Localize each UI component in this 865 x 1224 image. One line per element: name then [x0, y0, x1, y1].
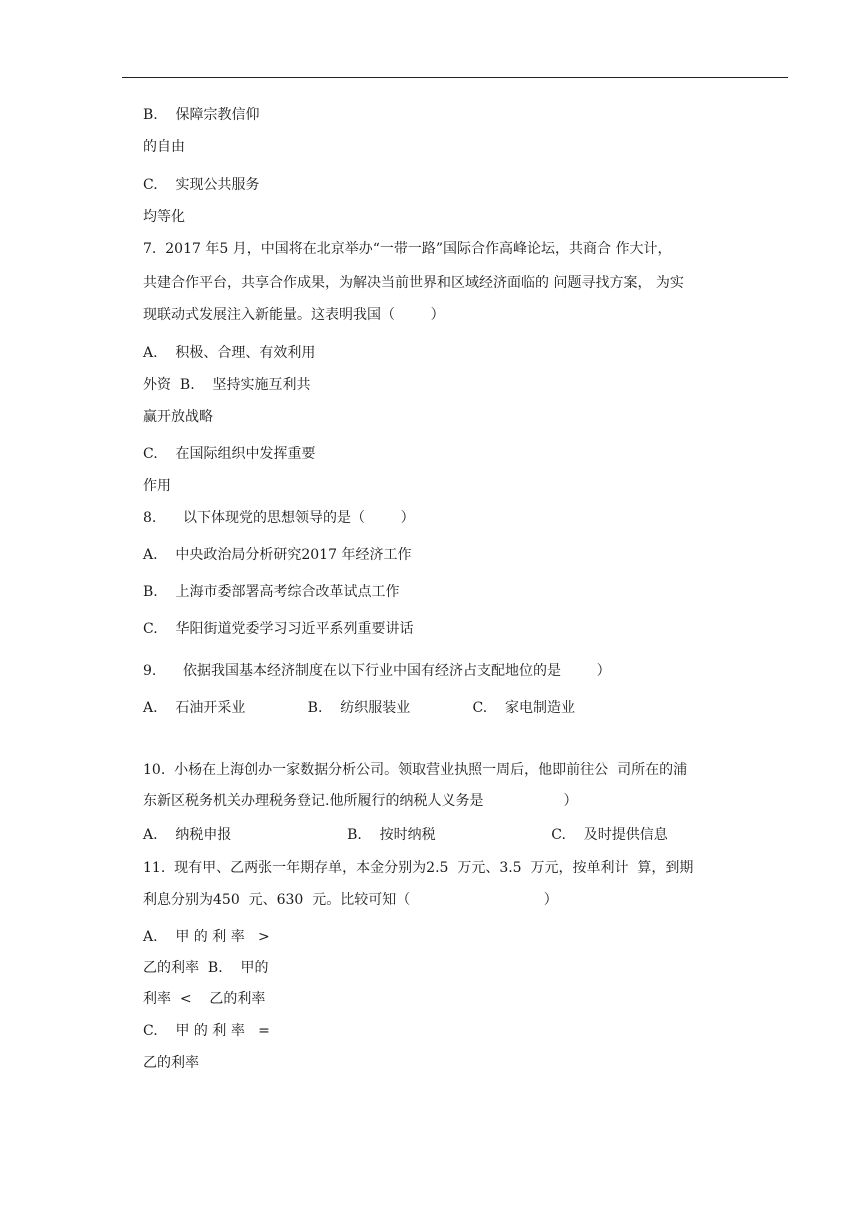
option-b-line1: B. 保障宗教信仰 [143, 107, 260, 123]
question-8: 8. 以下体现党的思想领导的是（ ） [143, 510, 415, 526]
header-rule [122, 77, 788, 78]
q7-option-c-cont: 作用 [143, 478, 171, 494]
q11-option-c-cont: 乙的利率 [143, 1055, 199, 1071]
q8-option-c: C. 华阳街道党委学习习近平系列重要讲话 [143, 621, 414, 637]
question-10-line1: 10. 小杨在上海创办一家数据分析公司。领取营业执照一周后，他即前往公 司所在的浦 [143, 762, 688, 778]
question-7-line2: 共建合作平台，共享合作成果，为解决当前世界和区域经济面临的 问题寻找方案， 为实 [143, 275, 684, 291]
q7-option-b: 外资 B. 坚持实施互利共 [143, 377, 311, 393]
question-7-line1: 7. 2017 年5 月，中国将在北京举办“一带一路”国际合作高峰论坛，共商合 作大计， [143, 241, 672, 257]
q9-options: A. 石油开采业 B. 纺织服装业 C. 家电制造业 [143, 700, 575, 716]
question-9: 9. 依据我国基本经济制度在以下行业中国有经济占支配地位的是 ） [143, 663, 611, 679]
option-b-line2: 的自由 [143, 139, 185, 155]
question-11-line1: 11. 现有甲、乙两张一年期存单，本金分别为2.5 万元、3.5 万元，按单利计 算，到期 [143, 860, 694, 876]
q7-option-c: C. 在国际组织中发挥重要 [143, 446, 316, 462]
q8-option-a: A. 中央政治局分析研究2017 年经济工作 [143, 547, 412, 563]
q10-options: A. 纳税申报 B. 按时纳税 C. 及时提供信息 [143, 827, 668, 843]
q7-option-a: A. 积极、合理、有效利用 [143, 345, 316, 361]
q11-option-c: C. 甲 的 利 率 = [143, 1023, 270, 1039]
q7-option-b-cont: 赢开放战略 [143, 409, 213, 425]
option-c-line1: C. 实现公共服务 [143, 177, 260, 193]
q8-option-b: B. 上海市委部署高考综合改革试点工作 [143, 584, 400, 600]
q11-option-b-cont: 利率 < 乙的利率 [143, 991, 266, 1007]
question-10-line2: 东新区税务机关办理税务登记.他所履行的纳税人义务是 ） [143, 793, 578, 809]
q11-option-a: A. 甲 的 利 率 > [143, 929, 270, 945]
question-7-line3: 现联动式发展注入新能量。这表明我国（ ） [143, 307, 445, 323]
q11-option-b: 乙的利率 B. 甲的 [143, 960, 269, 976]
option-c-line2: 均等化 [143, 209, 185, 225]
question-11-line2: 利息分别为450 元、630 元。比较可知（ ） [143, 892, 558, 908]
